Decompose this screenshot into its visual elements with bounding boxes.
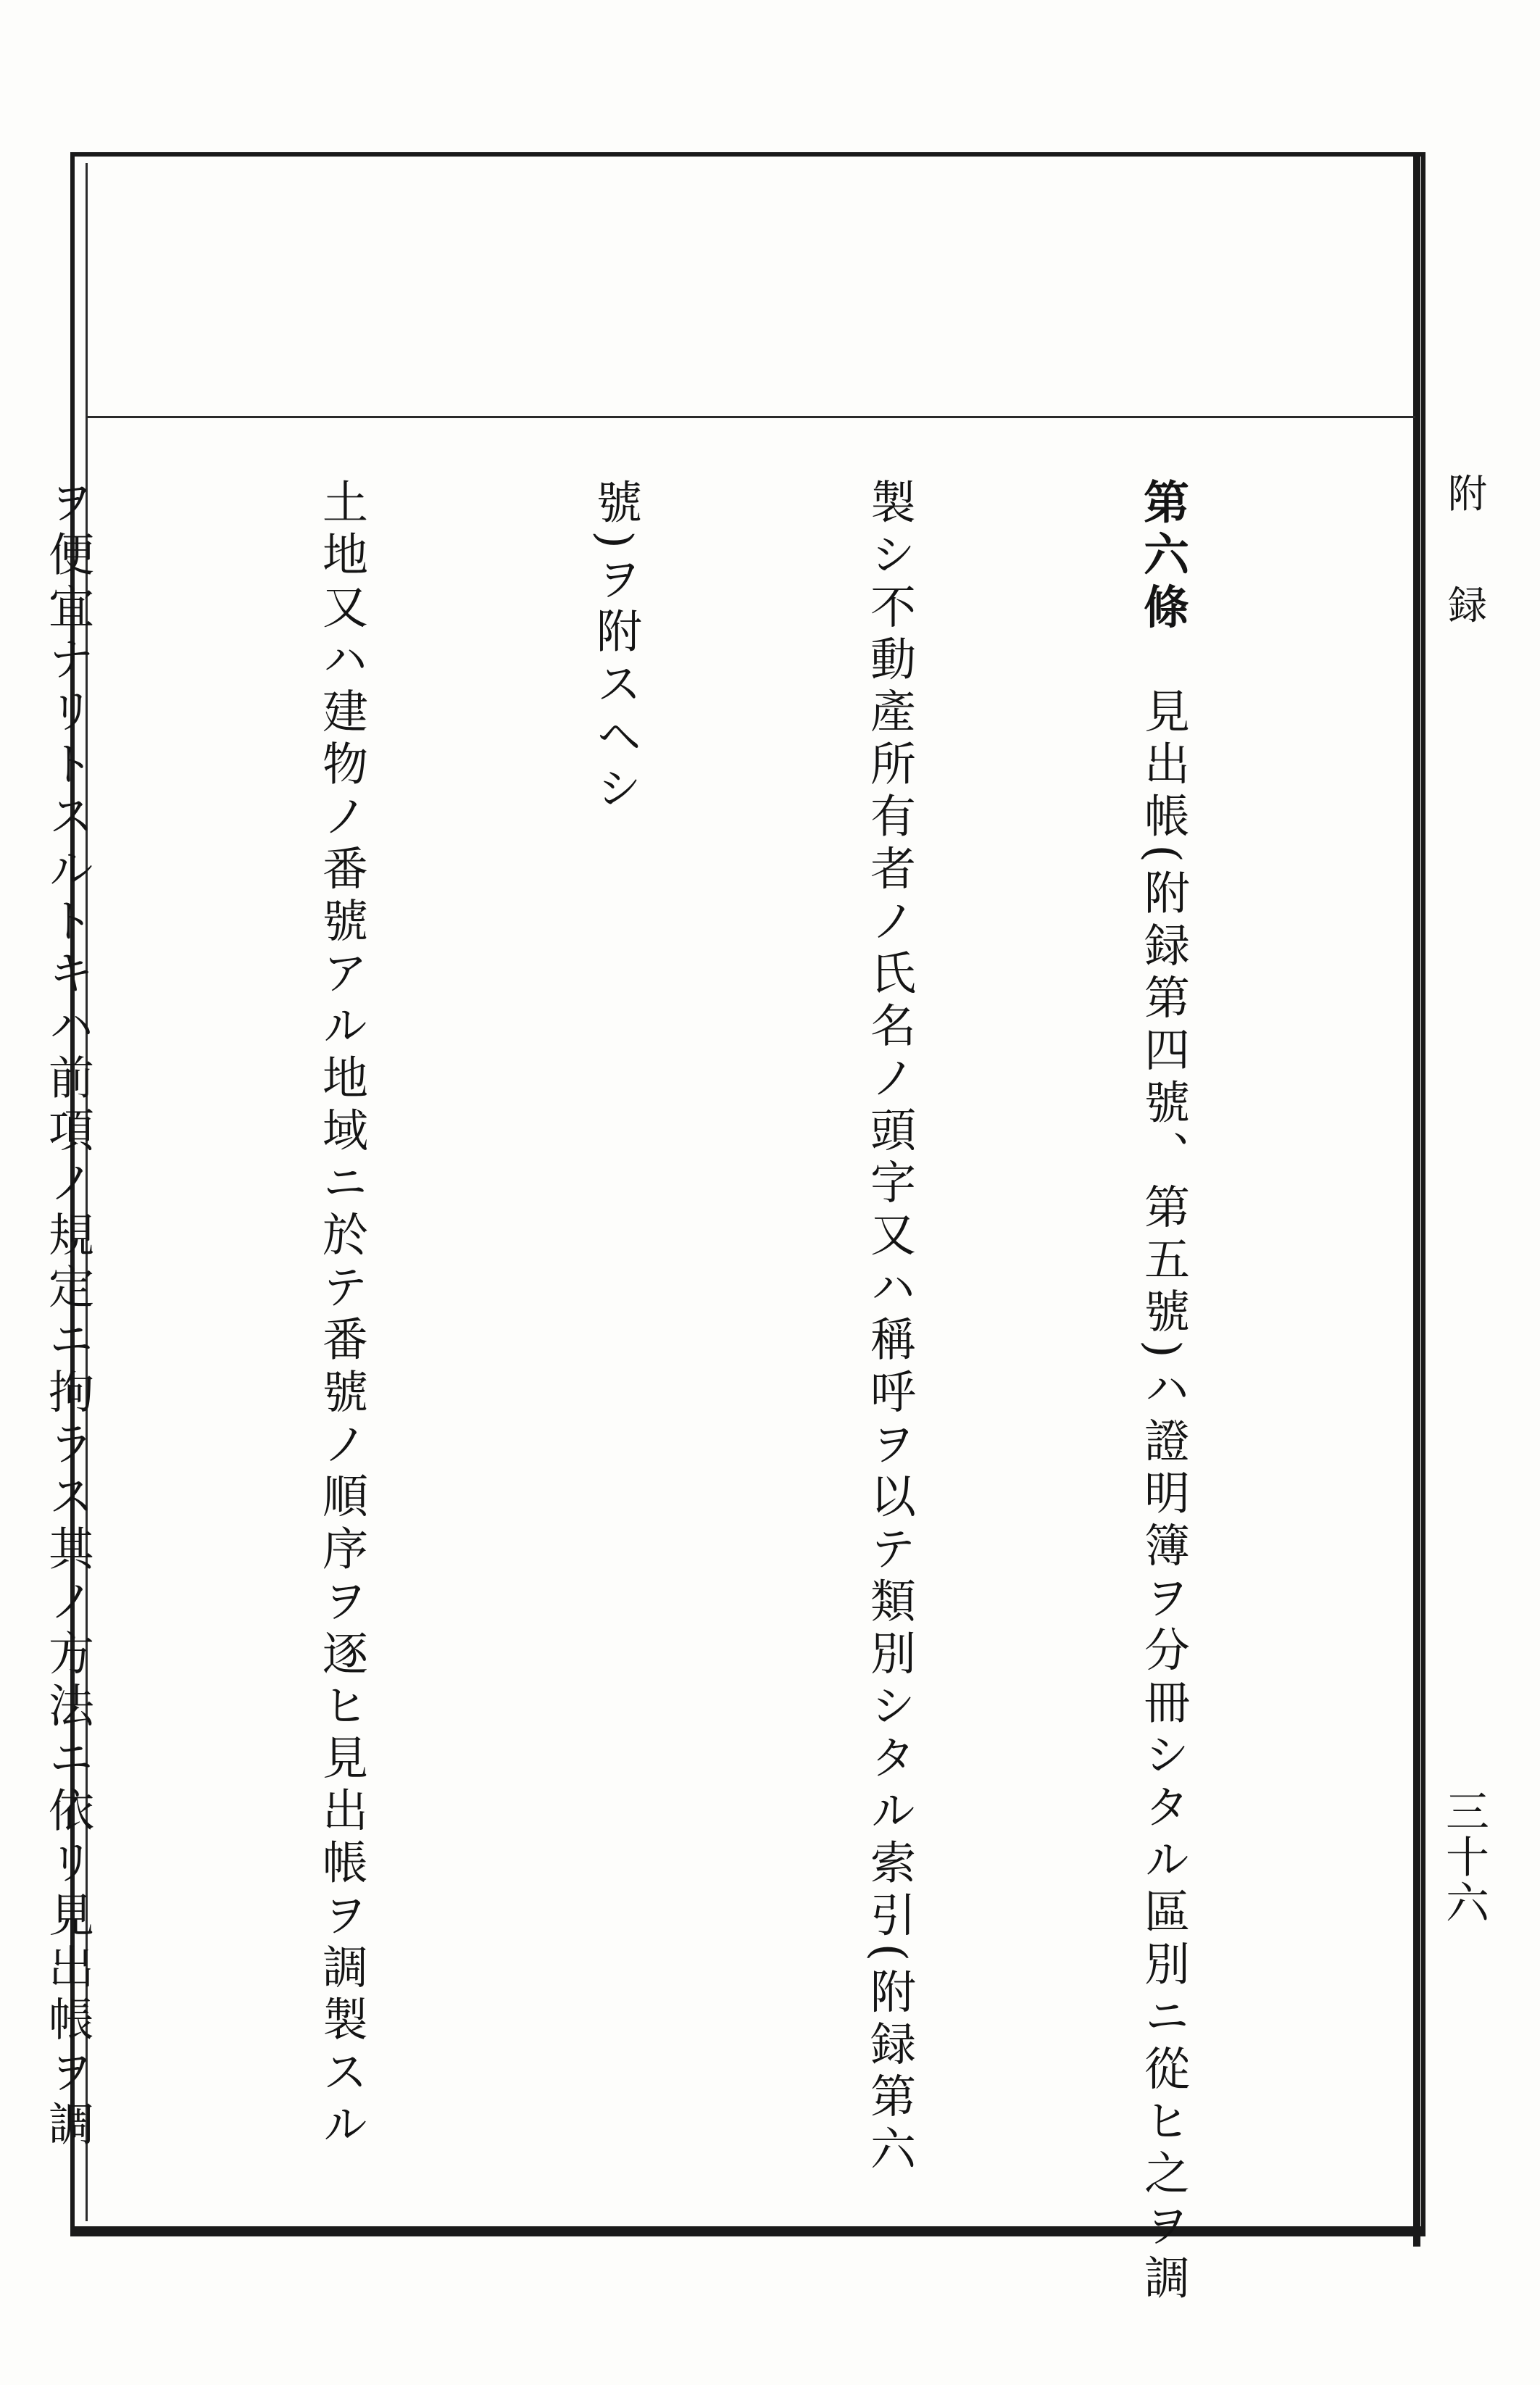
article-text: 土地又ハ建物ノ番號アル地域ニ於テ番號ノ順序ヲ逐ヒ見出帳ヲ調製スル <box>315 478 368 2153</box>
section-title-char: 附 <box>1448 471 1487 517</box>
page-number-char: 十 <box>1446 1833 1489 1884</box>
page-number-char: 六 <box>1446 1878 1489 1929</box>
page-number-char: 三 <box>1446 1787 1489 1838</box>
regulation-text <box>41 478 1391 2307</box>
article-text: 製シ不動產所有者ノ氏名ノ頭字又ハ稱呼ヲ以テ類別シタル索引(附録第六 <box>863 478 916 2178</box>
text-column <box>1117 478 1209 2307</box>
text-column <box>844 478 935 2218</box>
text-column <box>570 478 661 2218</box>
header-divider <box>86 416 1415 418</box>
page-border-right-heavy <box>1413 152 1420 2247</box>
article-heading: 第六條 <box>1136 478 1190 636</box>
text-column <box>22 478 113 2218</box>
page-number <box>1439 1787 1497 1929</box>
section-title <box>1439 464 1497 636</box>
page-border-bottom-heavy <box>70 2226 1425 2236</box>
article-text: 見出帳(附録第四號、第五號)ハ證明簿ヲ分冊シタル區別ニ從ヒ之ヲ調 <box>1137 635 1190 2307</box>
section-title-char: 録 <box>1448 582 1487 628</box>
article-text: 號)ヲ附スヘシ <box>589 478 642 817</box>
text-column <box>296 478 387 2218</box>
article-text: ヲ便宜ナリトスルトキハ前項ノ規定ニ拘ラス其ノ方法ニ依リ見出帳ヲ調 <box>41 478 94 2153</box>
